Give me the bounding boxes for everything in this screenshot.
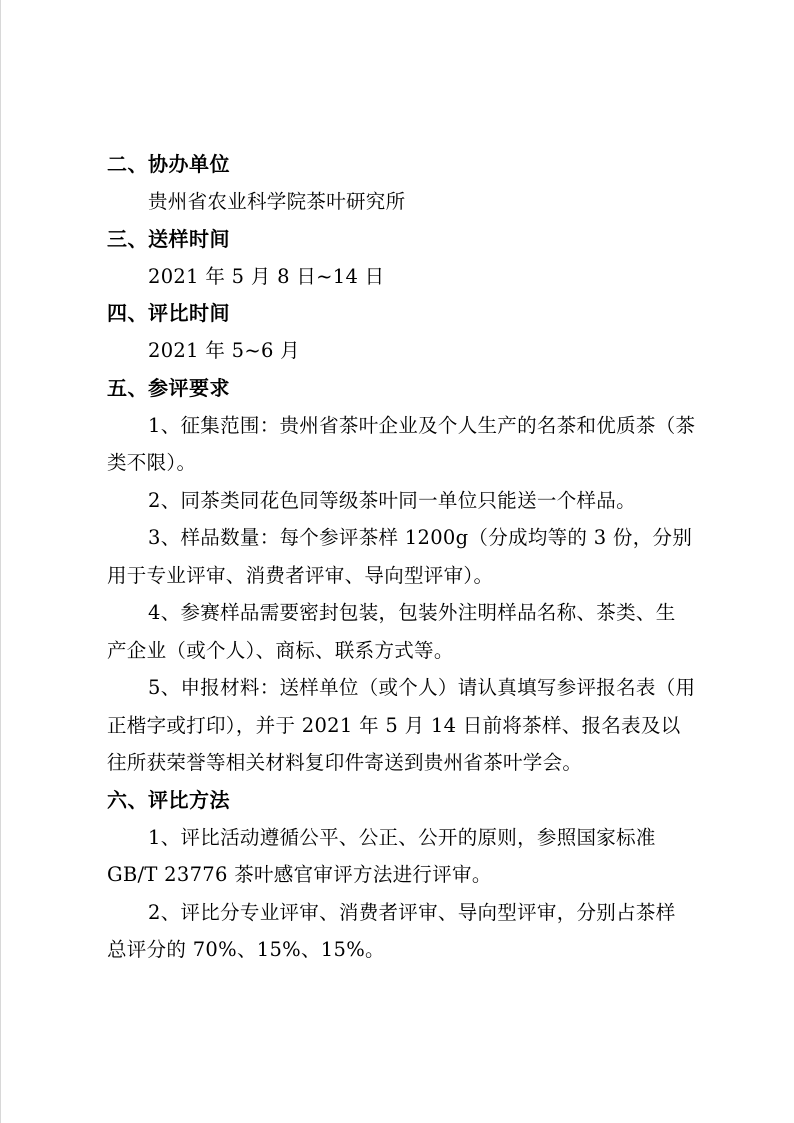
text-line: 3、样品数量：每个参评茶样 1200g（分成均等的 3 份，分别: [148, 526, 693, 549]
text-line: 产企业（或个人）、商标、联系方式等。: [107, 638, 454, 662]
section-heading-co-organizer: 二、协办单位: [107, 152, 230, 176]
evaluation-time-text: [107, 332, 713, 370]
section-heading-evaluation-method: 六、评比方法: [107, 787, 230, 812]
text-line: GB/T 23776 茶叶感官审评方法进行评审。: [107, 863, 492, 886]
co-organizer-text: [107, 183, 713, 221]
text-line: 用于专业评审、消费者评审、导向型评审）。: [107, 563, 494, 587]
text-line: 类不限）。: [107, 451, 197, 474]
method-item-1: [107, 819, 713, 894]
text-line: 总评分的 70%、15%、15%。: [107, 938, 385, 961]
text-line: 往所获荣誉等相关材料复印件寄送到贵州省茶叶学会。: [107, 751, 583, 774]
text-line: 5、申报材料：送样单位（或个人）请认真填写参评报名表（用: [148, 676, 696, 699]
text-line: 2、同茶类同花色同等级茶叶同一单位只能送一个样品。: [148, 488, 636, 512]
text-line: 2021 年 5~6 月: [148, 339, 300, 362]
requirement-item-3: [107, 519, 713, 594]
requirement-item-5: [107, 669, 713, 782]
document-body: [107, 146, 713, 969]
section-heading-evaluation-time: 四、评比时间: [107, 301, 230, 325]
text-line: 贵州省农业科学院茶叶研究所: [148, 190, 406, 213]
text-line: 4、参赛样品需要密封包装，包装外注明样品名称、茶类、生: [148, 601, 676, 624]
text-line: 1、评比活动遵循公平、公正、公开的原则，参照国家标准: [148, 825, 656, 849]
text-line: 2、评比分专业评审、消费者评审、导向型评审，分别占茶样: [148, 900, 676, 924]
sample-delivery-time-text: [107, 258, 713, 296]
section-heading-sample-delivery-time: 三、送样时间: [107, 226, 230, 251]
text-line: 1、征集范围：贵州省茶叶企业及个人生产的名茶和优质茶（茶: [148, 413, 696, 437]
page-edge: [0, 0, 1, 1123]
requirement-item-1: [107, 407, 713, 482]
text-line: 2021 年 5 月 8 日~14 日: [148, 264, 385, 288]
requirement-item-2: [107, 482, 713, 520]
section-heading-requirements: 五、参评要求: [107, 375, 230, 400]
text-line: 正楷字或打印），并于 2021 年 5 月 14 日前将茶样、报名表及以: [107, 713, 681, 737]
requirement-item-4: [107, 594, 713, 669]
method-item-2: [107, 894, 713, 969]
